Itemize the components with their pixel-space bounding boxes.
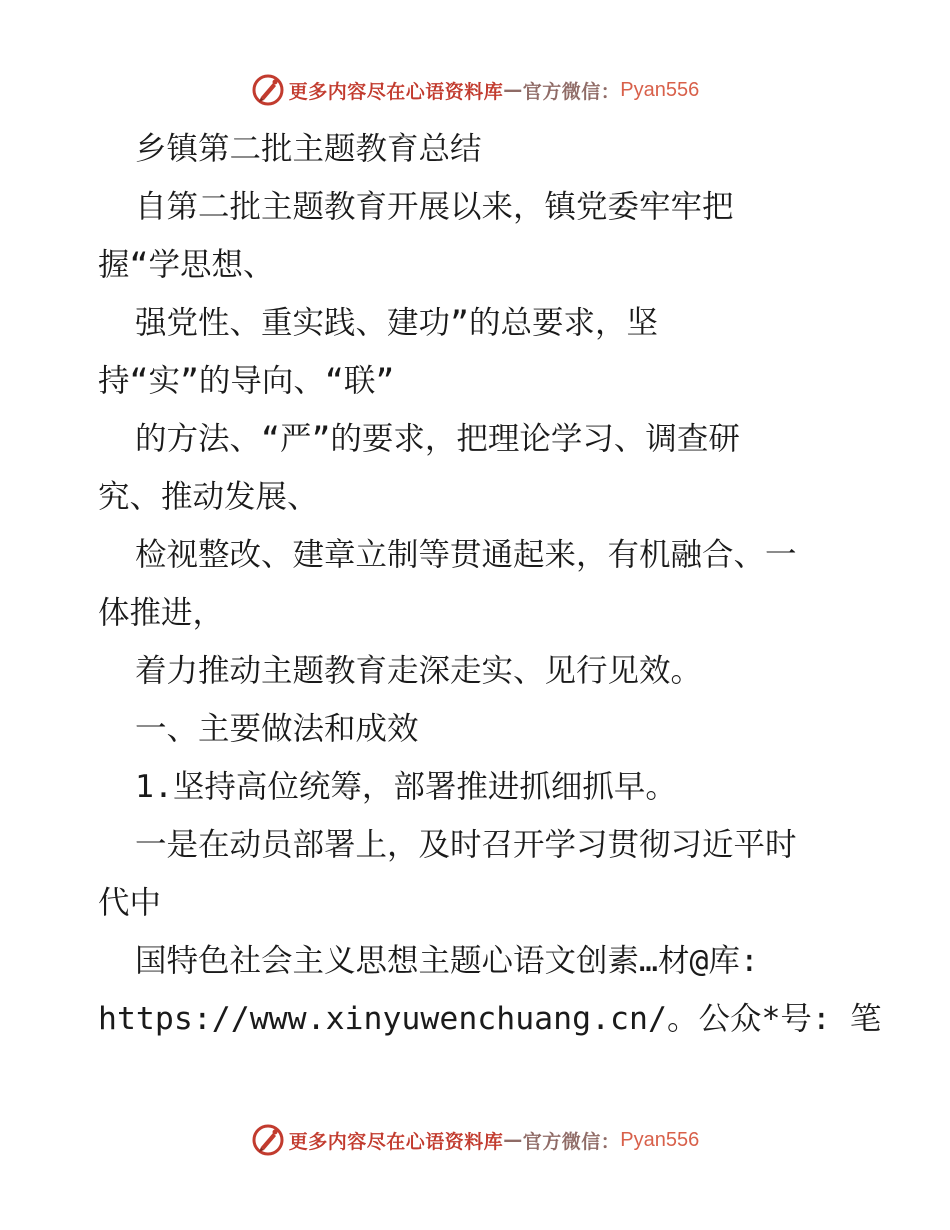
header-banner xyxy=(0,70,950,110)
document-line: 体推进， xyxy=(98,595,225,631)
document-body xyxy=(98,120,882,1048)
banner-wechat-id: Pyan556 xyxy=(620,1128,700,1151)
banner-dash: — xyxy=(503,79,523,101)
document-line: https://www.xinyuwenchuang.cn/。公众*号: 笔 xyxy=(98,1001,882,1037)
document-line: 究、推动发展、 xyxy=(98,479,319,515)
document-line: 自第二批主题教育开展以来，镇党委牢牢把 xyxy=(135,189,734,225)
document-line: 一、主要做法和成效 xyxy=(135,711,419,747)
document-line: 检视整改、建章立制等贯通起来，有机融合、一 xyxy=(135,537,797,573)
document-line: 握“学思想、 xyxy=(98,247,275,283)
banner-dash: — xyxy=(503,1129,523,1151)
document-line: 国特色社会主义思想主题心语文创素…材@库: xyxy=(135,943,759,979)
footer-banner xyxy=(0,1120,950,1160)
banner-official-text: 官方微信： xyxy=(522,80,621,103)
document-line: 的方法、“严”的要求，把理论学习、调查研 xyxy=(135,421,740,457)
pen-logo-icon xyxy=(251,1123,285,1157)
document-line: 乡镇第二批主题教育总结 xyxy=(135,131,482,167)
banner-official-text: 官方微信： xyxy=(522,1130,621,1153)
document-line: 强党性、重实践、建功”的总要求，坚 xyxy=(135,305,658,341)
document-line: 持“实”的导向、“联” xyxy=(98,363,395,399)
pen-logo-icon xyxy=(251,73,285,107)
document-line: 1.坚持高位统筹，部署推进抓细抓早。 xyxy=(135,769,677,805)
document-line: 一是在动员部署上，及时召开学习贯彻习近平时 xyxy=(135,827,797,863)
banner-wechat-id: Pyan556 xyxy=(620,78,700,101)
document-line: 着力推动主题教育走深走实、见行见效。 xyxy=(135,653,703,689)
banner-brand-text: 更多内容尽在心语资料库 xyxy=(288,80,504,103)
banner-brand-text: 更多内容尽在心语资料库 xyxy=(288,1130,504,1153)
document-line: 代中 xyxy=(98,885,162,921)
